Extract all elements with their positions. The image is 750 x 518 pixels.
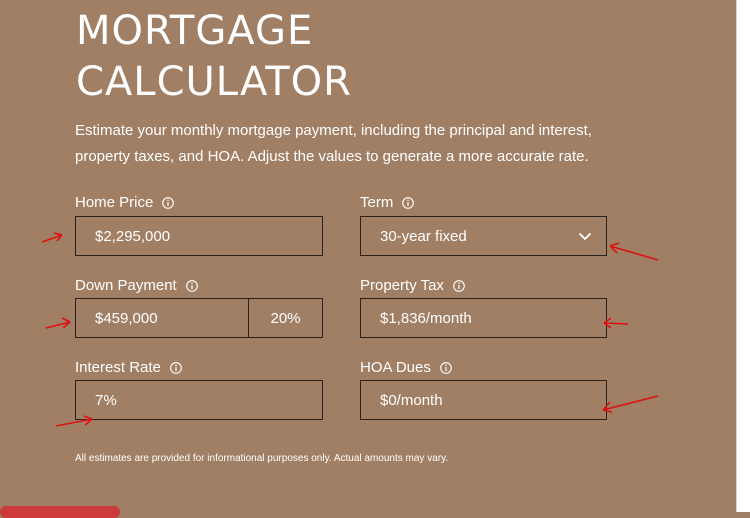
info-icon[interactable] bbox=[402, 197, 414, 209]
intro-line-2: property taxes, and HOA. Adjust the values to generate a more accurate rate. bbox=[75, 148, 589, 165]
info-icon[interactable] bbox=[170, 362, 182, 374]
down-payment-label-text: Down Payment bbox=[75, 277, 177, 294]
red-arrow-icon bbox=[54, 414, 96, 430]
home-price-label bbox=[75, 194, 174, 212]
hoa-dues-label-text: HOA Dues bbox=[360, 359, 431, 376]
down-payment-group bbox=[75, 298, 323, 338]
home-price-value: $2,295,000 bbox=[95, 227, 171, 245]
term-value: 30-year fixed bbox=[380, 227, 467, 245]
red-arrow-icon bbox=[600, 315, 632, 331]
info-icon[interactable] bbox=[453, 280, 465, 292]
interest-rate-value: 7% bbox=[95, 391, 117, 409]
interest-rate-input[interactable] bbox=[75, 380, 323, 420]
property-tax-input[interactable] bbox=[360, 298, 607, 338]
title-line-2: CALCULATOR bbox=[76, 59, 352, 105]
red-arrow-icon bbox=[44, 314, 76, 332]
home-price-label-text: Home Price bbox=[75, 194, 154, 211]
term-label bbox=[360, 194, 414, 212]
home-price-input[interactable] bbox=[75, 216, 323, 256]
disclaimer-text: All estimates are provided for informational purposes only. Actual amounts may vary. bbox=[75, 453, 449, 464]
title-line-1: MORTGAGE bbox=[76, 8, 314, 54]
chevron-down-icon[interactable] bbox=[578, 232, 592, 241]
info-icon[interactable] bbox=[440, 362, 452, 374]
red-arrow-icon bbox=[40, 230, 70, 246]
down-payment-label bbox=[75, 277, 198, 295]
term-label-text: Term bbox=[360, 194, 394, 211]
page-edge bbox=[736, 0, 750, 512]
info-icon[interactable] bbox=[162, 197, 174, 209]
interest-rate-label bbox=[75, 359, 182, 377]
hoa-dues-input[interactable] bbox=[360, 380, 607, 420]
interest-rate-label-text: Interest Rate bbox=[75, 359, 161, 376]
intro-text bbox=[75, 118, 675, 170]
term-select[interactable] bbox=[360, 216, 607, 256]
property-tax-label-text: Property Tax bbox=[360, 277, 444, 294]
red-arrow-icon bbox=[598, 392, 662, 414]
bottom-corner-element bbox=[0, 506, 120, 518]
property-tax-value: $1,836/month bbox=[380, 309, 472, 327]
property-tax-label bbox=[360, 277, 465, 295]
info-icon[interactable] bbox=[186, 280, 198, 292]
down-payment-percent-input[interactable]: 20% bbox=[248, 299, 322, 337]
page-title bbox=[76, 6, 352, 108]
hoa-dues-value: $0/month bbox=[380, 391, 443, 409]
intro-line-1: Estimate your monthly mortgage payment, including the principal and interest, bbox=[75, 122, 592, 139]
hoa-dues-label bbox=[360, 359, 452, 377]
down-payment-input[interactable]: $459,000 bbox=[95, 309, 158, 327]
red-arrow-icon bbox=[606, 238, 662, 266]
